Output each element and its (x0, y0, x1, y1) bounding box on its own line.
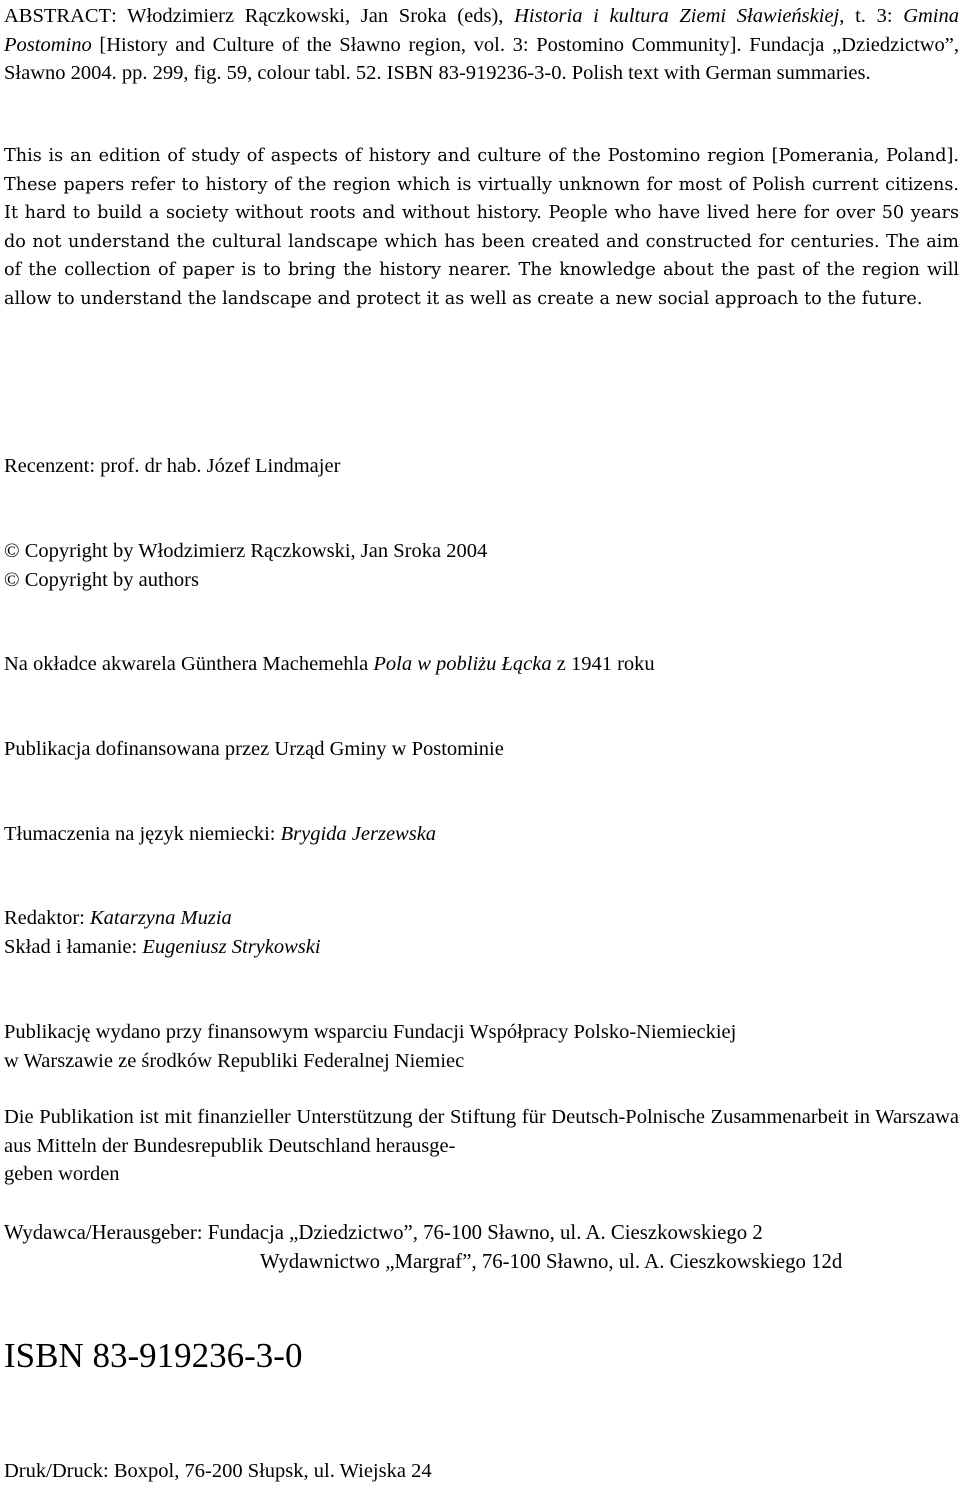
support-de-last: geben worden (4, 1163, 120, 1185)
abstract-label: ABSTRACT (4, 5, 112, 27)
copyright-authors: © Copyright by authors (4, 568, 199, 591)
editor-name: Katarzyna Muzia (89, 907, 232, 929)
editor-credit (4, 904, 959, 933)
abstract (4, 2, 959, 88)
publisher-block (4, 1218, 959, 1276)
support-note-de (4, 1103, 959, 1189)
typesetting-label: Skład i łamanie: (4, 935, 143, 958)
cover-painting-title: Pola w pobliżu Łącka (373, 653, 552, 675)
editorial-credits (4, 904, 959, 961)
cover-note (4, 650, 959, 679)
editor-label: Redaktor: (4, 907, 90, 929)
abstract-volume-title: Gmina Postomino (4, 5, 960, 56)
publisher-label: Wydawca/Herausgeber: (4, 1221, 208, 1244)
abstract-colon: : (111, 5, 128, 27)
typesetter-name: Eugeniusz Strykowski (142, 935, 321, 958)
support-pl-line2: w Warszawie ze środków Republiki Federalnej Niemiec (4, 1049, 465, 1072)
abstract-series-title: Historia i kultura Ziemi Sławieńskiej (514, 5, 840, 27)
publisher-foundation: Fundacja „Dziedzictwo”, 76-100 Sławno, ul. A. Cieszkowskiego 2 (207, 1221, 763, 1244)
copyright-block (4, 537, 959, 594)
support-note-pl (4, 1018, 959, 1075)
translator-name: Brygida Jerzewska (280, 823, 437, 845)
copyright-editors: © Copyright by Włodzimierz Rączkowski, Jan Sroka 2004 (4, 540, 488, 562)
support-pl-line1: Publikację wydano przy finansowym wsparciu Fundacji Współpracy Polsko-Niemieckiej (4, 1021, 737, 1043)
cover-note-pre: Na okładce akwarela Günthera Machemehla (4, 653, 374, 675)
reviewer: Recenzent: prof. dr hab. Józef Lindmajer (4, 455, 341, 477)
abstract-volume-sep: , t. 3: (839, 5, 904, 27)
publisher-line2: Wydawnictwo „Margraf”, 76-100 Sławno, ul. A. Cieszkowskiego 12d (260, 1250, 843, 1273)
cover-note-post: z 1941 roku (551, 653, 655, 675)
abstract-details: [History and Culture of the Sławno region, vol. 3: Postomino Community]. Fundacja „Dziedzictwo”, Sławno 2004. pp. 299, fig. 59, colour tabl. 52. ISBN 83-919236-3-0. Polish text with German summaries. (4, 33, 959, 84)
isbn: ISBN 83-919236-3-0 (4, 1336, 303, 1375)
funding-note: Publikacja dofinansowana przez Urząd Gminy w Postominie (4, 738, 504, 760)
translation-credit (4, 820, 959, 849)
publisher-line1 (4, 1218, 959, 1247)
translation-label: Tłumaczenia na język niemiecki: (4, 823, 281, 845)
support-de-body: Die Publikation ist mit finanzieller Unterstützung der Stiftung für Deutsch-Polnische Zusammenarbeit in Warszawa aus Mitteln der Bundesrepublik Deutschland herausge- (4, 1106, 959, 1157)
printer: Druk/Druck: Boxpol, 76-200 Słupsk, ul. Wiejska 24 (4, 1460, 432, 1482)
english-summary: This is an edition of study of aspects of history and culture of the Postomino region [Pomerania, Poland]. These papers refer to history of the region which is virtually unknown for most of Polish current citizens. It hard to build a society without roots and without history. People who have lived here for over 50 years do not understand the cultural landscape which has been created and constructed for centuries. The aim of the collection of paper is to bring the history nearer. The knowledge about the past of the region will allow to understand the landscape and protect it as well as create a new social approach to the future. (4, 146, 959, 309)
typesetting-credit (4, 933, 959, 962)
abstract-editors: Włodzimierz Rączkowski, Jan Sroka (eds), (127, 5, 515, 27)
